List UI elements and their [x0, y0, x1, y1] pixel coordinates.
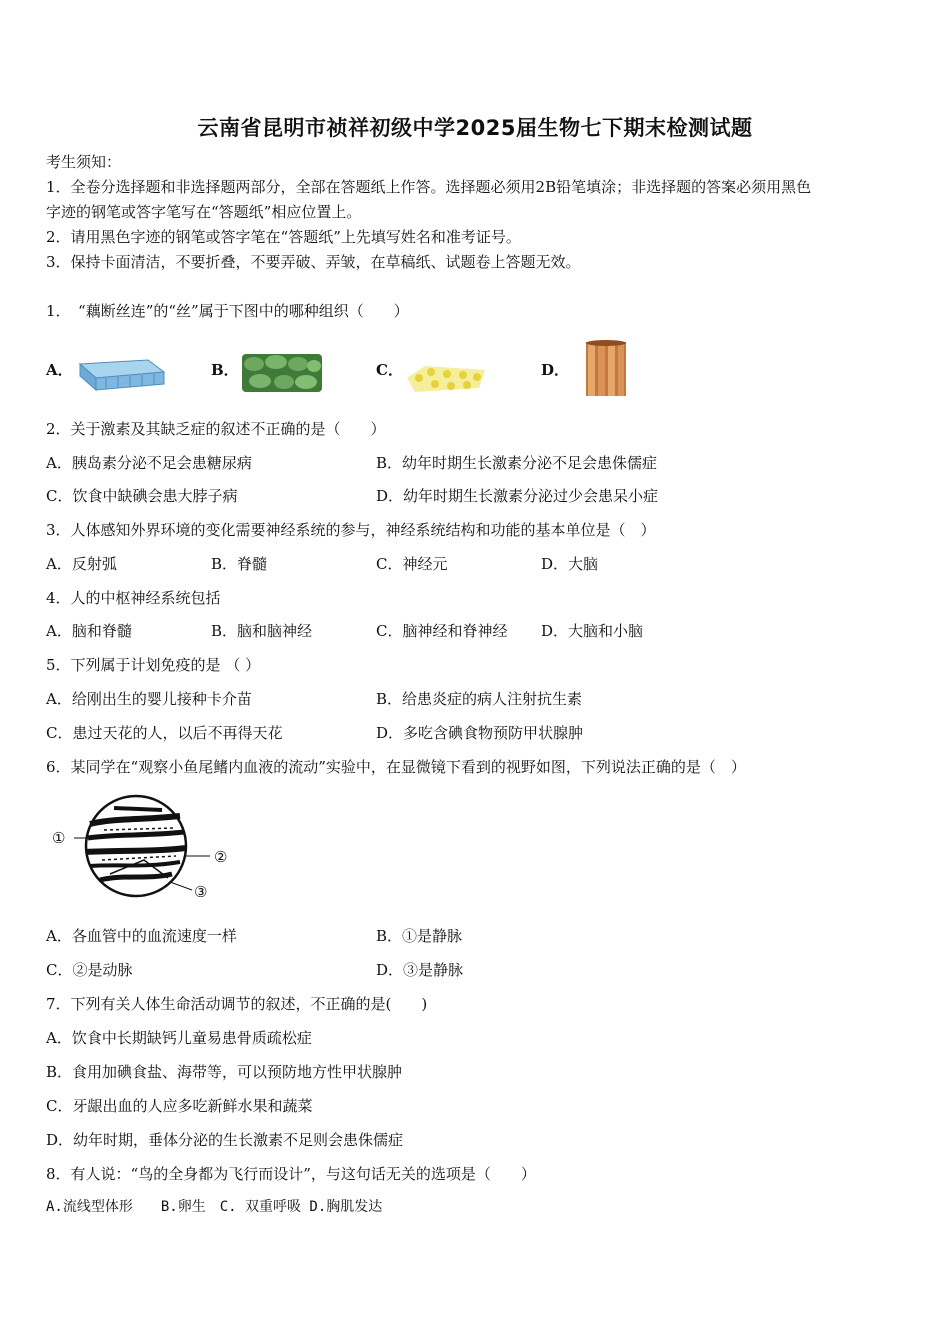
figure-label-1: ① — [52, 829, 66, 847]
q2-option-d[interactable]: D．幼年时期生长激素分泌过少会患呆小症 — [376, 487, 659, 505]
q4-option-d[interactable]: D．大脑和小脑 — [541, 622, 644, 640]
question-7-stem: 7．下列有关人体生命活动调节的叙述，不正确的是( ) — [46, 995, 428, 1013]
page-title: 云南省昆明市祯祥初级中学2025届生物七下期末检测试题 — [197, 116, 753, 140]
q5-option-b[interactable]: B．给患炎症的病人注射抗生素 — [376, 690, 583, 708]
q1-option-d[interactable]: D． — [541, 361, 570, 379]
question-4-stem: 4．人的中枢神经系统包括 — [46, 589, 221, 607]
q2-option-a[interactable]: A．胰岛素分泌不足会患糖尿病 — [46, 454, 252, 472]
fish-tail-blood-flow-figure — [44, 790, 244, 905]
q1-option-c[interactable]: C． — [376, 361, 403, 379]
question-5-stem: 5．下列属于计划免疫的是 （ ） — [46, 656, 261, 674]
q2-option-b[interactable]: B．幼年时期生长激素分泌不足会患侏儒症 — [376, 454, 658, 472]
question-1-stem: 1． “藕断丝连”的“丝”属于下图中的哪种组织（ ） — [46, 302, 409, 320]
epithelial-tissue-image — [76, 350, 168, 396]
q6-option-d[interactable]: D．③是静脉 — [376, 961, 464, 979]
muscle-tissue-image — [240, 352, 324, 394]
q7-option-b[interactable]: B．食用加碘食盐、海带等，可以预防地方性甲状腺肿 — [46, 1063, 403, 1081]
notice-item: 字迹的钢笔或答字笔写在“答题纸”相应位置上。 — [46, 203, 362, 221]
question-6-stem: 6．某同学在“观察小鱼尾鳍内血液的流动”实验中，在显微镜下看到的视野如图，下列说法正确的是（ ） — [46, 758, 746, 776]
nervous-tissue-image — [582, 338, 630, 398]
notice-item: 3．保持卡面清洁，不要折叠，不要弄破、弄皱，在草稿纸、试题卷上答题无效。 — [46, 253, 581, 271]
q8-options[interactable]: A.流线型体形 B.卵生 C. 双重呼吸 D.胸肌发达 — [46, 1199, 383, 1215]
figure-label-3: ③ — [194, 883, 208, 901]
q2-option-c[interactable]: C．饮食中缺碘会患大脖子病 — [46, 487, 238, 505]
notice-item: 1．全卷分选择题和非选择题两部分，全部在答题纸上作答。选择题必须用2B铅笔填涂；非选择题的答案必须用黑色 — [46, 178, 812, 196]
q5-option-d[interactable]: D．多吃含碘食物预防甲状腺肿 — [376, 724, 584, 742]
q7-option-d[interactable]: D．幼年时期，垂体分泌的生长激素不足则会患侏儒症 — [46, 1131, 404, 1149]
q1-option-b[interactable]: B． — [211, 361, 239, 379]
notice-item: 2．请用黑色字迹的钢笔或答字笔在“答题纸”上先填写姓名和准考证号。 — [46, 228, 521, 246]
q1-option-a[interactable]: A． — [46, 361, 73, 379]
figure-label-2: ② — [214, 848, 228, 866]
q7-option-a[interactable]: A．饮食中长期缺钙儿童易患骨质疏松症 — [46, 1029, 312, 1047]
q3-option-b[interactable]: B．脊髓 — [211, 555, 268, 573]
q3-option-d[interactable]: D．大脑 — [541, 555, 599, 573]
connective-tissue-image — [405, 360, 487, 396]
q6-option-b[interactable]: B．①是静脉 — [376, 927, 463, 945]
q6-option-c[interactable]: C．②是动脉 — [46, 961, 133, 979]
q3-option-a[interactable]: A．反射弧 — [46, 555, 117, 573]
q4-option-b[interactable]: B．脑和脑神经 — [211, 622, 313, 640]
q4-option-c[interactable]: C．脑神经和脊神经 — [376, 622, 508, 640]
question-2-stem: 2．关于激素及其缺乏症的叙述不正确的是（ ） — [46, 420, 386, 438]
q6-option-a[interactable]: A．各血管中的血流速度一样 — [46, 927, 237, 945]
q3-option-c[interactable]: C．神经元 — [376, 555, 448, 573]
q5-option-a[interactable]: A．给刚出生的婴儿接种卡介苗 — [46, 690, 252, 708]
q5-option-c[interactable]: C．患过天花的人，以后不再得天花 — [46, 724, 283, 742]
notice-heading: 考生须知： — [46, 153, 122, 171]
q7-option-c[interactable]: C．牙龈出血的人应多吃新鲜水果和蔬菜 — [46, 1097, 313, 1115]
question-8-stem: 8．有人说：“鸟的全身都为飞行而设计”，与这句话无关的选项是（ ） — [46, 1165, 536, 1183]
question-3-stem: 3．人体感知外界环境的变化需要神经系统的参与，神经系统结构和功能的基本单位是（ ） — [46, 521, 656, 539]
q4-option-a[interactable]: A．脑和脊髓 — [46, 622, 132, 640]
